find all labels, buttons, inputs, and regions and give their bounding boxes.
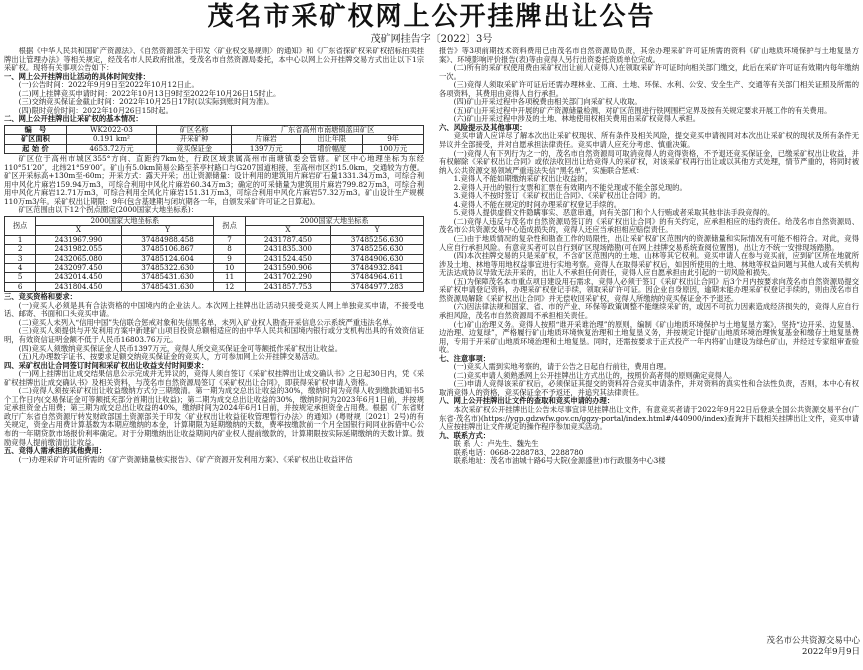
section-heading-6: 六、风险提示及其他事项： [439, 122, 527, 132]
table-header: 拐点 [5, 216, 36, 235]
section-heading-4: 四、采矿权出让合同签订时间和采矿权出让收益支付时间要求： [4, 360, 209, 370]
table-header: 2000国家大地坐标系 [245, 216, 423, 225]
intro-paragraph: 根据《中华人民共和国矿产资源法》、《自然资源部关于印发〈矿业权交易规则〉的通知》和《广东省探矿权采矿权招标拍卖挂牌出让管理办法》等相关规定，经茂名市人民政府批准，受茂名市自然资源局委托，本中心以网上公开挂牌交易方式出让以下1宗采矿权。现将有关事项公告如下： [4, 47, 424, 73]
risk-item: 竞买申请人应详尽了解本次出让采矿权现状、所有条件及相关风险，提交竞买申请视同对本次出让采矿权的现状及所有条件无异议并全部接受，并对自愿承担法律责任。竞买申请人应充分考虑、慎重决策。 [439, 131, 859, 150]
table-cell: 2431982.055 [36, 245, 121, 254]
table-cell: 10 [214, 264, 245, 273]
table-cell: 4653.72万元 [66, 144, 156, 153]
table-cell: 2431787.450 [245, 235, 330, 244]
coordinate-table-body [5, 235, 424, 291]
section-heading-2: 二、网上公开挂牌出让采矿权的基本情况： [4, 114, 143, 124]
table-cell: 37485322.630 [121, 264, 214, 273]
page-title: 茂名市采矿权网上公开挂牌出让公告 [207, 2, 656, 32]
table-row [5, 135, 424, 144]
notice-item: (二)竞买申请人须熟悉网上公开挂牌出让方式出让的，按照价高者得的原则确定竞得人。 [453, 370, 737, 380]
fee-item: (四)矿山开采过程中各项税费由相关部门向采矿权人收取。 [453, 97, 642, 107]
notice-item: (三)申请人竞得该采矿权后，必须保证其提交的资料符合竞买申请条件，并对资料的真实性和合法性负责，否则，本中心有权取消竞得人的资格，竞买保证金不予返还，并追究其法律责任。 [439, 379, 859, 397]
table-cell: 矿区面积 [5, 135, 67, 144]
schedule-item: (三)交纳竞买保证金截止时间：2022年10月25日17时(以实际到账时间为准)。 [18, 97, 274, 107]
table-cell: 8 [214, 245, 245, 254]
table-cell: 100万元 [363, 144, 424, 153]
risk-item: 4.竞得人不能在规定的时间办理采矿权登记手续的。 [453, 199, 622, 209]
table-cell: 编 号 [5, 125, 67, 134]
fee-item: (六)矿山开采过程中涉及的土地、林地使用权相关费用由采矿权竞得人承担。 [453, 114, 701, 124]
risk-item: (七)矿山治理义务。竞得人按照“谁开采谁治理”的原则，编制《矿山地质环境保护与土地复垦方案》，坚持“边开采、边复垦、边治理、边复绿”，严格履行矿山地质环境恢复治理和土地复垦义务，并按规定计提矿山地质环境治理恢复基金和缴存土地复垦费用，专用于开采矿山地质环境治理和土地复垦。同时，还需按要求于正式投产一年内将矿山建设为绿色矿山，并经过专家组审查验收。 [439, 319, 859, 355]
fee-item: (五)矿山开采过程中开展的矿产资源储量检测、对矿区范围进行铁网围栏定界及按有关规定要求开展工作的有关费用。 [453, 105, 832, 115]
table-header: Y [331, 226, 424, 235]
table-cell: 片麻岩 [232, 135, 301, 144]
requirement-item: (五)凡办理数字证书、按要求足额交纳竞买保证金的竞买人，方可参加网上公开挂牌交易活动。 [18, 352, 324, 362]
risk-item: 2.竞得人开出的银行支票和汇票在有效期内不能兑现或不能全部兑现的。 [453, 182, 687, 192]
signature-org: 茂名市公共资源交易中心 [766, 636, 860, 646]
fee-item: (三)竞得人须取采矿许可证后还需办理林业、工商、土地、环保、水利、公安、安全生产、交通等有关部门相关证照及所需的各项资料，其费用由竞得人自行承担。 [439, 80, 859, 98]
table-cell: 2 [5, 245, 36, 254]
table-header: X [36, 226, 121, 235]
table-cell: 2431702.290 [245, 273, 330, 282]
table-cell: 1 [5, 235, 36, 244]
table-header: 拐点 [214, 216, 245, 235]
table-row [5, 245, 424, 254]
table-cell: 9 [214, 254, 245, 263]
table-cell: 2431804.450 [36, 282, 121, 291]
risk-item: 3.竞得人不按时签订《采矿权出让合同》、《采矿权出让合同》的。 [453, 191, 665, 201]
table-cell: 4 [5, 264, 36, 273]
table-header: Y [121, 226, 214, 235]
contact-person: 联 系 人：卢先生、魏先生 [453, 439, 539, 449]
contract-item: (一)网上挂牌出让成交结果信息公示完成并无异议的，竞得人须自签订《采矿权挂牌出让成交确认书》之日起30日内，凭《采矿权挂牌出让成交确认书》及相关资料，与茂名市自然资源局签订《采矿权出让合同》，即获得采矿权申请人资格。 [4, 369, 424, 387]
table-row [5, 282, 424, 291]
table-cell: 11 [214, 273, 245, 282]
table-cell: 6 [5, 282, 36, 291]
schedule-item: (四)限时竞价时间：2022年10月26日15时起。 [18, 105, 173, 115]
table-cell: 2432065.080 [36, 254, 121, 263]
table-cell: 矿区名称 [157, 125, 232, 134]
section-heading-7: 七、注意事项： [439, 353, 491, 363]
table-cell: 37485256.630 [331, 245, 424, 254]
coordinate-table [4, 216, 424, 292]
section-heading-1: 一、网上公开挂牌出让活动的具体时间安排： [4, 71, 150, 81]
contact-phone: 联系电话：0668-2288783、2288780 [453, 447, 584, 457]
table-row [5, 144, 424, 153]
table-cell: WK2022-03 [66, 125, 156, 134]
table-cell: 5 [5, 273, 36, 282]
table-cell: 37484932.841 [331, 264, 424, 273]
risk-item: (一)竞得人有下列行为之一的，茂名市自然资源局可取消竞得人的竞得资格，不予退还竞买保证金，已缴采矿权出让收益，并有权解除《采矿权出让合同》或依法收回出让给竞得人的采矿权，对该采矿权再行出让或以其他方式处理，情节严重的，将同时被纳入公共资源交易领域严重违法失信“黑名单”，实施联合惩戒： [439, 148, 859, 175]
table-cell: 广东省高州市南塘镇蓝田矿区 [232, 125, 424, 134]
table-cell: 1397万元 [232, 144, 301, 153]
requirement-item: (四)竞买人须缴纳竞买保证金人民币1397万元，竞得人所交竞买保证金可等额抵作采矿权出让收益。 [18, 343, 343, 353]
table-cell: 37485124.604 [121, 254, 214, 263]
contact-address: 联系地址：茂名市油城十路6号大院(金源盛世)市行政服务中心3楼 [453, 456, 666, 466]
table-cell: 37484977.283 [331, 282, 424, 291]
table-cell: 竞买保证金 [157, 144, 232, 153]
signature-date: 2022年9月9日 [802, 647, 860, 657]
mine-description: 矿区位于高州市城区355°方向、直距约7km处，行政区域隶属高州市南塘镇委会管辖。矿区中心地理坐标为东经110°51′20″，北纬21°59′00″。矿山有5.0km简易公路至茶亭村路口与G207国道相接，至高州市区约15.0km，交通较为方便。矿区开采标高+130m至-60m；开采方式：露天开采；出让资源储量：设计利用的建筑用片麻岩矿石量1331.34万m3，可综合利用中风化片麻岩159.94万m3，可综合利用中风化片麻岩60.34万m3；确定的可采储量为建筑用片麻岩799.82万m3，可综合利用中风化片麻岩12.71万m3，可综合利用全风化片麻岩151.31万m3，可综合利用中风化片麻岩57.32万m3。矿山设计生产规模110万m3/年。采矿权出让期限：9年(包含基建期与闭坑期各一年，自颁发采矿许可证之日算起)。 [4, 154, 424, 206]
table-cell: 0.191 km² [66, 135, 156, 144]
coordinate-caption: 矿区范围由以下12个拐点圈定(2000国家大地坐标系)： [18, 205, 199, 215]
table-cell: 2431967.990 [36, 235, 121, 244]
risk-item: (五)为保障茂名本市重点项目建设用石需求，竞得人必须于签订《采矿权出让合同》后3个月内按要求向茂名市自然资源局提交采矿权申请登记资料，办理采矿权登记手续，领取采矿许可证。因企业自身原因，逾期未能办理采矿权登记手续的，则由茂名市自然资源局解除《采矿权出让合同》并无偿收回采矿权，竞得人所缴纳的竞买保证金不予退还。 [439, 276, 859, 303]
table-cell: 37485431.630 [121, 282, 214, 291]
right-column [439, 47, 859, 667]
table-header: 2000国家大地坐标系 [36, 216, 214, 225]
table-cell: 12 [214, 282, 245, 291]
table-cell: 2431835.300 [245, 245, 330, 254]
table-cell: 2431524.450 [245, 254, 330, 263]
schedule-item: (一)公告时间：2022年9月9日至2022年10月12日止。 [18, 80, 199, 90]
risk-item: 1.竞得人不能如期缴纳采矿权出让收益的。 [453, 174, 592, 184]
table-header: X [245, 226, 330, 235]
requirement-item: (二)竞买人未列入“信用中国”失信联合惩戒对象和失信黑名单，未列入矿业权人勘查开采信息公示系统严重违法名单。 [18, 317, 397, 327]
document-access-paragraph: 本次采矿权公开挂牌出让公告未尽事宜详见挂牌出让文件，有意竞买者请于2022年9月22日后登录全国公共资源交易平台(广东省·茂名市)(https://ygp.gdzwfw.gov.cn/ggzy-portal/index.html#/440900/index)查询并下载相关挂牌出让文件，竞买申请人应按挂牌出让文件规定的操作程序参加竞买活动。 [439, 404, 859, 432]
mining-right-basic-table [4, 125, 424, 154]
table-cell: 9年 [363, 135, 424, 144]
table-cell: 37484988.458 [121, 235, 214, 244]
table-cell: 起 始 价 [5, 144, 67, 153]
fee-item: (二)所有的采矿权使用费由采矿权出让前人(竞得人)在领取采矿许可证时向相关部门缴交，此后在采矿许可证有效期内每年缴纳一次。 [439, 63, 859, 81]
table-row [5, 125, 424, 134]
table-cell: 37485106.867 [121, 245, 214, 254]
table-cell: 增价幅度 [301, 144, 363, 153]
table-cell: 37485256.630 [331, 235, 424, 244]
table-cell: 2431590.906 [245, 264, 330, 273]
table-cell: 7 [214, 235, 245, 244]
table-cell: 出让年限 [301, 135, 363, 144]
left-column [4, 47, 424, 667]
table-cell: 37485431.630 [121, 273, 214, 282]
table-row [5, 273, 424, 282]
contract-item: (二)竞得人须按采矿权出让收益缴纳方式分三期缴清。第一期为成交总出让收益的30%，缴纳时间为竞得人收到缴款通知书5个工作日内(交易保证金可等额抵充部分首期出让收益)；第二期为成交总出让收益的30%，缴纳时间为2023年6月1日前，并按规定承担资金占用费；第三期为成交总出让收益的40%，缴纳时间为2024年6月1日前，并按规定承担资金占用费。根据《广东省财政厅广东省自然资源厅转发财政部国土资源部关于印发〈矿业权出让收益征收管理暂行办法〉的通知》(粤财规〔2021〕2号)的有关规定，资金占用费计算基数为本期应缴纳的本金，计算期限为延期缴纳的天数，费率按缴款前一个月全国银行间同业拆借中心公布的一年期贷款市场报价利率确定。对于分期缴纳出让收益期间内矿业权人提前缴款的，计算期限按实际延期缴纳的天数计算。鼓励竞得人提前缴清出让收益。 [4, 386, 424, 447]
risk-item: (三)由于地质情况的复杂性和勘查工作的局限性，出让采矿权矿区范围内的资源储量和实际情况有可能不相符合。对此，竞得人应自行承担风险。有意竞买者可以自行到矿区现场踏勘(可在网上挂牌交易系统查阅位置图)，出让方不统一安排现场踏勘。 [439, 234, 859, 252]
document-number: 茂矿网挂告字〔2022〕3号 [370, 34, 493, 45]
table-cell: 37484964.611 [331, 273, 424, 282]
table-cell: 3 [5, 254, 36, 263]
section-heading-9: 九、联系方式： [439, 430, 491, 440]
section-heading-5: 五、竞得人需承担的其他费用： [4, 446, 107, 456]
table-cell: 开采矿种 [157, 135, 232, 144]
risk-item: (六)因法律法规和国家、省、市的产业、环保等政策调整不能继续采矿的，或因不可抗力因素造成经济损失的，竞得人应自行承担风险，茂名市自然资源局不承担相关责任。 [439, 302, 859, 320]
schedule-item: (二)网上挂牌竞买申请时间：2022年10月13日9时至2022年10月26日15时止。 [18, 88, 281, 98]
risk-item: 5.竞得人提供虚假文件隐瞒事实、恶意串通，向有关部门和个人行贿或者采取其他非法手段竞得的。 [453, 208, 775, 218]
table-cell: 2432097.450 [36, 264, 121, 273]
risk-item: (四)本次挂牌交易的只是采矿权，不含矿区范围内的土地、山林等其它权利。竞买申请人在参与竞买前，应到矿区所在地就所涉及土地、林地等用地权益事宜进行实地考察。竞得人在取得采矿权后，如因所使用的土地、林地等权益问题与其他人或有关机构无法达成协议导致无法开采的，出让人不承担任何责任，竞得人应自愿承担由此引起的一切风险和损失。 [439, 251, 859, 278]
table-cell: 2431857.753 [245, 282, 330, 291]
fee-item: (一)办理采矿许可证所需的《矿产资源储量核实报告》、《矿产资源开发利用方案》、《采矿权出让收益评估 [18, 454, 353, 464]
requirement-item: (三)竞买人须提供与开发利用方案中新建矿山项目投资总额相适应的由中华人民共和国境内银行或分支机构出具的有效资信证明，有效资信证明金额不低于人民币16803.76万元。 [4, 326, 424, 344]
table-header-row [5, 216, 424, 225]
table-cell: 37484906.630 [331, 254, 424, 263]
section-heading-8: 八、网上公开挂牌出让文件的查取和竞买申请的办理： [439, 396, 615, 406]
requirement-item: (一)竞买人必须是具有合法资格的中国境内的企业法人。本次网上挂牌出让活动只接受竞买人网上单独竞买申请，不接受电话、邮寄、书面和口头竞买申请。 [4, 300, 424, 319]
section-heading-3: 三、竞买资格和要求： [4, 292, 77, 302]
table-cell: 2432014.450 [36, 273, 121, 282]
continued-paragraph: 报告》等3项前期技术资料费用已由茂名市自然资源局负责，其余办理采矿许可证所需的资料《矿山地质环境保护与土地复垦方案》、环境影响评价报告(表)等由竞得人另行出资委托资质单位完成。 [439, 47, 859, 64]
risk-item: (二)竞得人违反与茂名市自然资源局签订的《采矿权出让合同》的有关约定，应承担相应的违约责任。给茂名市自然资源局、茂名市公共资源交易中心造成损失的，竞得人还应当承担相应赔偿责任。 [439, 216, 859, 235]
notice-item: (一)竞买人需到实地考察的，请于公告之日起自行前往，费用自理。 [453, 362, 671, 372]
signature-block [660, 636, 860, 658]
